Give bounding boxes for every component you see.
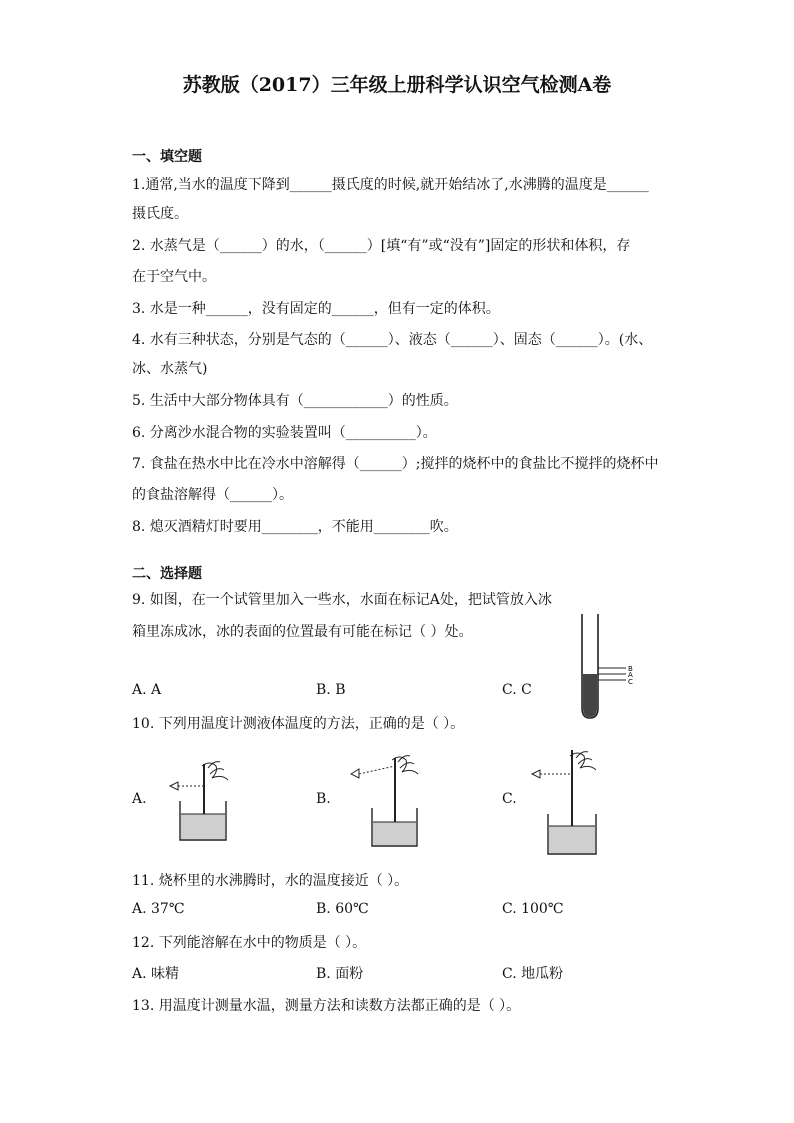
question-12-option-a[interactable]: A. 味精 xyxy=(132,966,180,982)
question-1-line-2: 摄氏度。 xyxy=(132,206,188,222)
mark-c-label: C xyxy=(628,678,633,686)
question-1-line-1: 1.通常,当水的温度下降到______摄氏度的时候,就开始结冰了,水沸腾的温度是______ xyxy=(132,177,649,193)
question-9-option-c[interactable]: C. C xyxy=(502,682,532,698)
question-9-option-b[interactable]: B. B xyxy=(316,682,346,698)
question-9-line-1: 9. 如图，在一个试管里加入一些水，水面在标记A处，把试管放入冰 xyxy=(132,592,552,608)
question-7-line-2: 的食盐溶解得（______）。 xyxy=(132,487,293,503)
question-10-option-c[interactable]: C. xyxy=(502,791,517,807)
question-11-option-a[interactable]: A. 37℃ xyxy=(132,901,185,917)
thermometer-figure-c xyxy=(528,746,608,858)
question-10-option-b[interactable]: B. xyxy=(316,791,331,807)
thermometer-figure-a xyxy=(160,756,240,846)
section-heading-fill-blank: 一、填空题 xyxy=(132,149,202,165)
question-11-option-c[interactable]: C. 100℃ xyxy=(502,901,564,917)
section-heading-choice: 二、选择题 xyxy=(132,566,202,582)
question-13: 13. 用温度计测量水温，测量方法和读数方法都正确的是（ ）。 xyxy=(132,998,521,1014)
mark-a-label: A xyxy=(628,671,633,679)
test-tube-figure xyxy=(570,610,640,722)
page-title: 苏教版（2017）三年级上册科学认识空气检测A卷 xyxy=(182,74,612,96)
question-6: 6. 分离沙水混合物的实验装置叫（__________）。 xyxy=(132,425,437,441)
question-12-option-c[interactable]: C. 地瓜粉 xyxy=(502,966,564,982)
question-7-line-1: 7. 食盐在热水中比在冷水中溶解得（______）;搅拌的烧杯中的食盐比不搅拌的烧杯中 xyxy=(132,456,659,472)
mark-b-label: B xyxy=(628,665,633,673)
question-10: 10. 下列用温度计测液体温度的方法，正确的是（ ）。 xyxy=(132,716,465,732)
question-4-line-2: 冰、水蒸气) xyxy=(132,361,208,377)
question-4-line-1: 4. 水有三种状态，分别是气态的（______）、液态（______）、固态（______）。(水、 xyxy=(132,332,653,348)
question-2-line-1: 2. 水蒸气是（______）的水，（______）[填“有”或“没有”]固定的形状和体积，存 xyxy=(132,238,631,254)
question-9-line-2: 箱里冻成冰，冰的表面的位置最有可能在标记（ ）处。 xyxy=(132,624,473,640)
question-12: 12. 下列能溶解在水中的物质是（ ）。 xyxy=(132,935,367,951)
question-3: 3. 水是一种______，没有固定的______，但有一定的体积。 xyxy=(132,301,500,317)
question-10-option-a[interactable]: A. xyxy=(132,791,147,807)
question-5: 5. 生活中大部分物体具有（____________）的性质。 xyxy=(132,393,458,409)
question-12-option-b[interactable]: B. 面粉 xyxy=(316,966,364,982)
thermometer-figure-b xyxy=(345,752,425,852)
question-11: 11. 烧杯里的水沸腾时，水的温度接近（ ）。 xyxy=(132,873,409,889)
question-8: 8. 熄灭酒精灯时要用________，不能用________吹。 xyxy=(132,519,458,535)
question-2-line-2: 在于空气中。 xyxy=(132,269,216,285)
question-11-option-b[interactable]: B. 60℃ xyxy=(316,901,369,917)
question-9-option-a[interactable]: A. A xyxy=(132,682,162,698)
